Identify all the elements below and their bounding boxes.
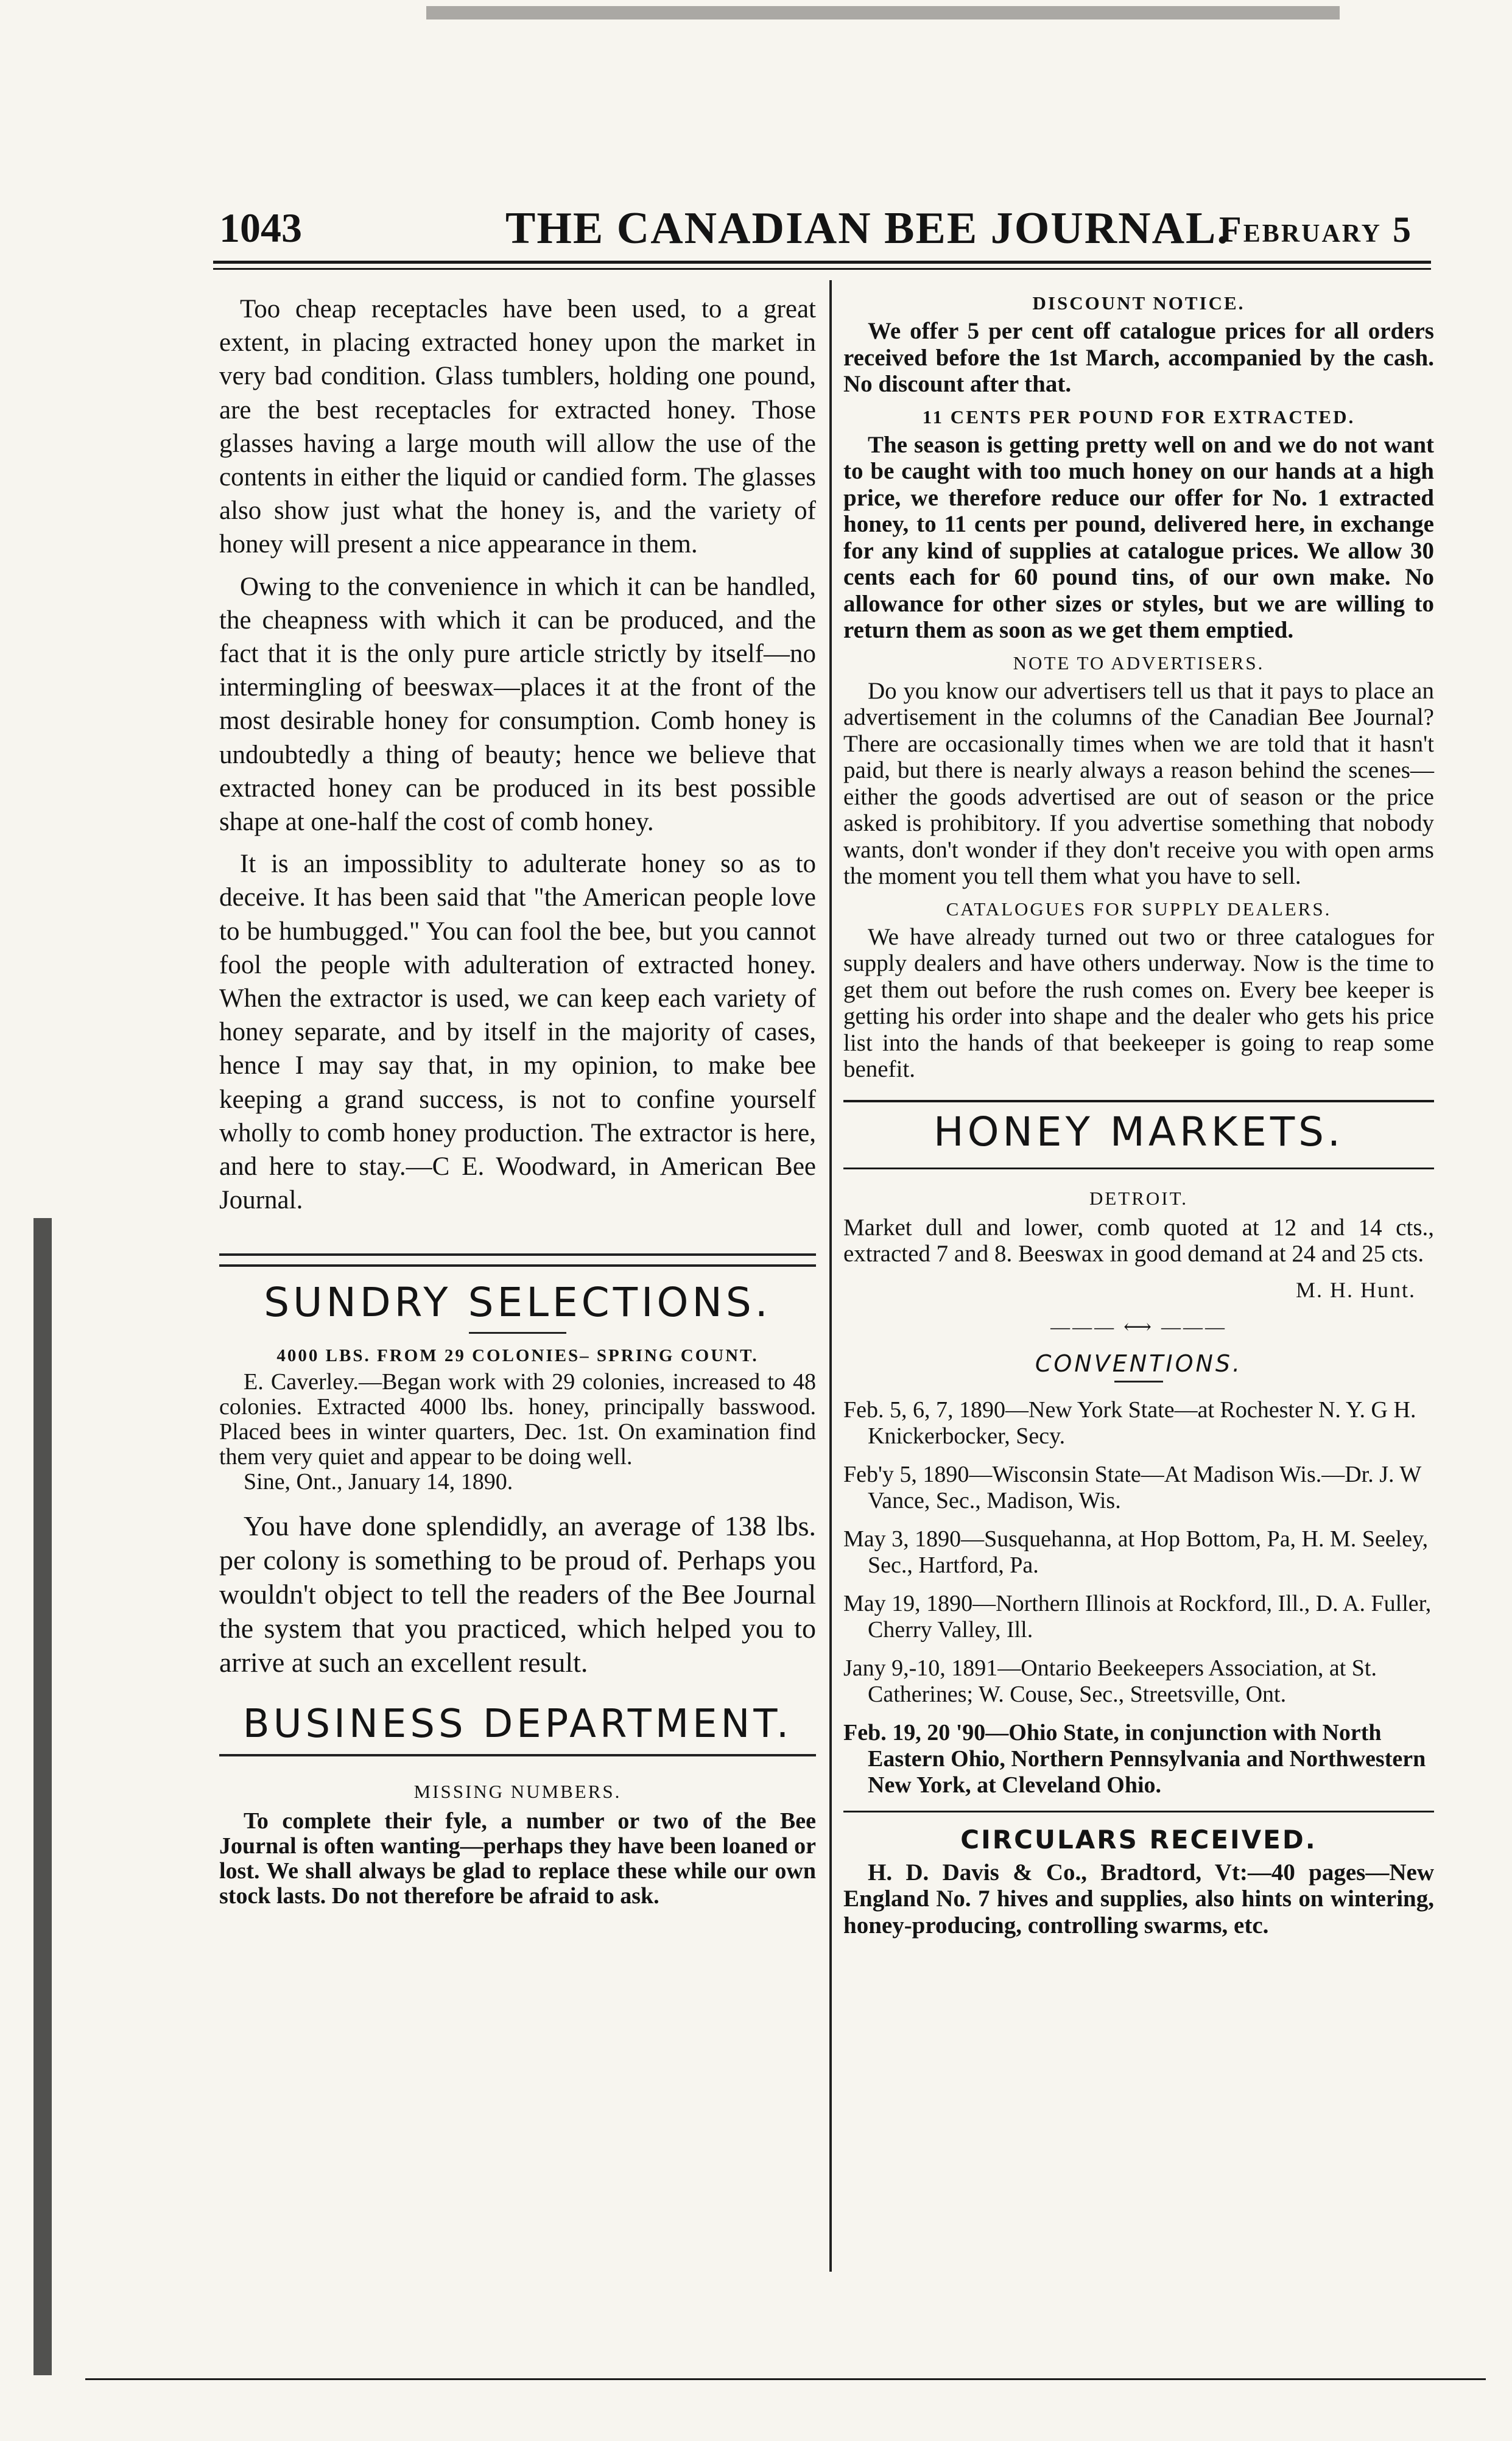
header-rule bbox=[213, 268, 1431, 270]
page-header bbox=[201, 204, 1419, 253]
sundry-subhead: 4000 LBS. FROM 29 COLONIES– SPRING COUNT. bbox=[276, 1346, 759, 1366]
section-rule bbox=[843, 1168, 1434, 1169]
advertisers-head: NOTE TO ADVERTISERS. bbox=[1013, 652, 1265, 674]
conventions-list bbox=[843, 1397, 1434, 1798]
article-paragraph: Too cheap receptacles have been used, to a great extent, in placing extracted honey upon the market in very bad condition. Glass tumblers, holding one pound, are the best receptacles for extracted honey. Those glasses having a large mouth will allow the use of the contents in either the liquid or candied form. The glasses also show just what the honey is, and the variety of honey will present a nice appearance in them. bbox=[219, 295, 816, 559]
detroit-text: Market dull and lower, comb quoted at 12 and 14 cts., extracted 7 and 8. Beeswax in good demand at 24 and 25 cts. bbox=[843, 1214, 1434, 1267]
catalogues-head: CATALOGUES FOR SUPPLY DEALERS. bbox=[946, 898, 1332, 920]
bottom-rule bbox=[85, 2378, 1486, 2380]
cents-text: The season is getting pretty well on and we do not want to be caught with too much honey on our hands at a high price, we therefore reduce our offer for No. 1 extracted honey, to 11 cents per pound, delivered here, in exchange for any kind of supplies at catalogue prices. We allow 30 cents each for 60 pound tins, of our own make. No allowance for other sizes or styles, but we are willing to return them as soon as we get them emptied. bbox=[843, 431, 1434, 643]
business-department-title: BUSINESS DEPARTMENT. bbox=[219, 1702, 816, 1756]
header-rule bbox=[213, 261, 1431, 264]
section-rule bbox=[843, 1811, 1434, 1812]
short-rule bbox=[469, 1332, 566, 1334]
convention-item: Feb. 19, 20 '90—Ohio State, in conjunction with North Eastern Ohio, Northern Pennsylvania and Northwestern New York, at Cleveland Ohio. bbox=[843, 1719, 1426, 1798]
sundry-sign: Sine, Ont., January 14, 1890. bbox=[244, 1469, 513, 1495]
sundry-letter: E. Caverley.—Began work with 29 colonies, increased to 48 colonies. Extracted 4000 lbs. honey, principally basswood. Placed bees in winter quarters, Dec. 1st. On examination find them very quiet and appear to be doing well. bbox=[219, 1369, 816, 1470]
convention-item: Feb'y 5, 1890—Wisconsin State—At Madison Wis.—Dr. J. W Vance, Sec., Madison, Wis. bbox=[843, 1461, 1421, 1513]
right-column bbox=[843, 292, 1434, 1939]
journal-title: THE CANADIAN BEE JOURNAL. bbox=[505, 203, 1229, 253]
scan-smudge bbox=[33, 1218, 52, 2375]
convention-item: May 3, 1890—Susquehanna, at Hop Bottom, Pa, H. M. Seeley, Sec., Hartford, Pa. bbox=[843, 1526, 1429, 1578]
sundry-selections-title: SUNDRY SELECTIONS. bbox=[264, 1279, 772, 1326]
ornament-rule: ——— ⟷ ——— bbox=[1050, 1315, 1227, 1337]
conventions-title: CONVENTIONS. bbox=[1035, 1350, 1243, 1377]
section-rule bbox=[843, 1100, 1434, 1102]
article-paragraph: It is an impossiblity to adulterate honey so as to deceive. It has been said that "the American people love to be humbugged." You can fool the bee, but you cannot fool the people with adulteration of extracted honey. When the extractor is used, we can keep each variety of honey separate, and by itself in the majority of cases, hence I may say that, in my opinion, to make bee keeping a grand success, is not to confine yourself wholly to comb honey production. The extractor is here, and here to stay.—C E. Woodward, in American Bee Journal. bbox=[219, 850, 816, 1215]
column-divider bbox=[829, 280, 832, 2272]
short-rule bbox=[1114, 1381, 1163, 1383]
discount-text: We offer 5 per cent off catalogue prices for all orders received before the 1st March, accompanied by the cash. No discount after that. bbox=[843, 318, 1434, 397]
section-rule bbox=[219, 1253, 816, 1267]
convention-item: Feb. 5, 6, 7, 1890—New York State—at Rochester N. Y. G H. Knickerbocker, Secy. bbox=[843, 1397, 1416, 1449]
circulars-text: H. D. Davis & Co., Bradtord, Vt:—40 pages—New England No. 7 hives and supplies, also hints on wintering, honey-producing, controlling swarms, etc. bbox=[843, 1859, 1434, 1939]
catalogues-text: We have already turned out two or three catalogues for supply dealers and have others underway. Now is the time to get them out before the rush comes on. Every bee keeper is getting his order into shape and the dealer who gets his price list into the hands of that beekeeper is going to reap some benefit. bbox=[843, 923, 1434, 1082]
missing-numbers-head: MISSING NUMBERS. bbox=[413, 1781, 622, 1803]
page-number: 1043 bbox=[219, 205, 302, 251]
left-column bbox=[219, 292, 816, 1909]
article-paragraph: Owing to the convenience in which it can be handled, the cheapness with which it can be produced, and the fact that it is the only pure article strictly by itself—no intermingling of beeswax—places it at the front of the most desirable honey for consumption. Comb honey is undoubtedly a thing of beauty; hence we believe that extracted honey can be produced in its best possible shape at one-half the cost of comb honey. bbox=[219, 572, 816, 837]
discount-head: DISCOUNT NOTICE. bbox=[1032, 292, 1245, 314]
advertisers-text: Do you know our advertisers tell us that it pays to place an advertisement in the columns of the Canadian Bee Journal? There are occasionally times when we are told that it hasn't paid, but there is nearly always a reason behind the scenes—either the goods advertised are out of season or the price asked is prohibitory. If you advertise something that nobody wants, don't wonder if they don't receive you with open arms the moment you tell them what you have to sell. bbox=[843, 677, 1434, 889]
convention-item: May 19, 1890—Northern Illinois at Rockford, Ill., D. A. Fuller, Cherry Valley, Ill. bbox=[843, 1590, 1432, 1643]
honey-markets-title: HONEY MARKETS. bbox=[933, 1108, 1345, 1155]
detroit-head: DETROIT. bbox=[1089, 1187, 1189, 1209]
circulars-received-title: CIRCULARS RECEIVED. bbox=[960, 1824, 1317, 1855]
convention-item: Jany 9,-10, 1891—Ontario Beekeepers Association, at St. Catherines; W. Couse, Sec., Streetsville, Ont. bbox=[843, 1655, 1377, 1707]
issue-date: February 5 bbox=[1219, 210, 1413, 250]
editor-reply: You have done splendidly, an average of 138 lbs. per colony is something to be proud of. Perhaps you wouldn't object to tell the readers of the Bee Journal the system that you practiced, which helped you to arrive at such an excellent result. bbox=[219, 1510, 816, 1678]
missing-numbers-text: To complete their fyle, a number or two of the Bee Journal is often wanting—perhaps they have been loaned or lost. We shall always be glad to replace these while our own stock lasts. Do not therefore be afraid to ask. bbox=[219, 1808, 816, 1909]
cents-head: 11 CENTS PER POUND FOR EXTRACTED. bbox=[922, 406, 1356, 428]
detroit-sign: M. H. Hunt. bbox=[1295, 1277, 1416, 1302]
scan-smudge bbox=[426, 6, 1340, 19]
